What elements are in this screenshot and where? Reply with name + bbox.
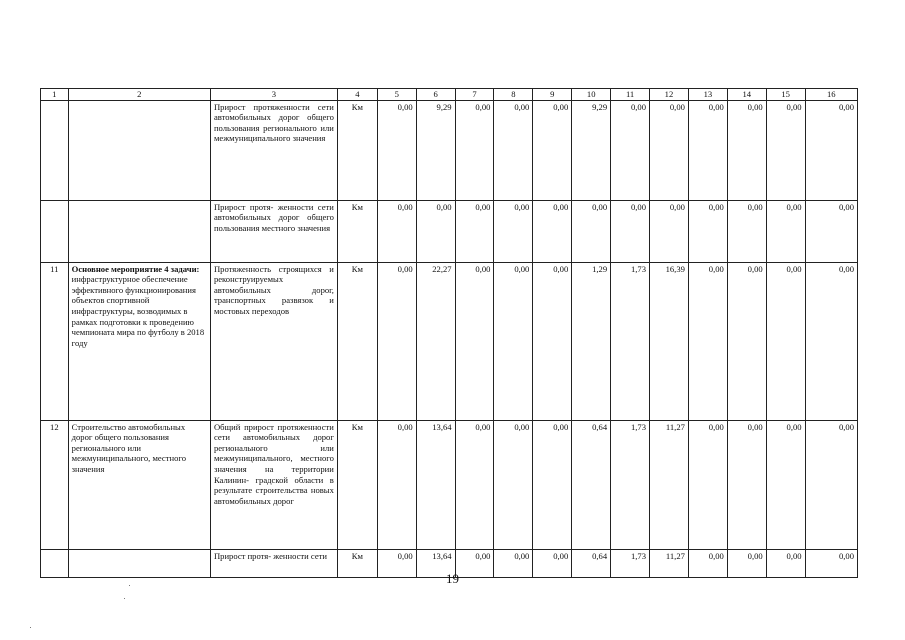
table-header-row [41,89,858,101]
column-header-6: 6 [416,89,455,101]
value-cell: 0,00 [533,262,572,420]
row-number-cell [41,200,69,262]
value-cell: 22,27 [416,262,455,420]
value-cell: 0,00 [766,200,805,262]
value-cell: 16,39 [650,262,689,420]
unit-cell: Км [337,200,377,262]
value-cell: 0,00 [805,549,857,577]
measure-cell [68,420,210,549]
column-header-12: 12 [650,89,689,101]
column-header-3: 3 [210,89,337,101]
measure-cell [68,100,210,200]
value-cell: 0,00 [494,262,533,420]
value-cell: 0,00 [727,100,766,200]
row-number-cell: 11 [41,262,69,420]
value-cell: 0,00 [688,200,727,262]
value-cell: 11,27 [650,420,689,549]
value-cell: 1,73 [611,262,650,420]
value-cell: 0,00 [455,549,494,577]
value-cell: 0,00 [494,100,533,200]
value-cell: 0,00 [377,420,416,549]
indicator-cell: Протяженность строящихся и реконструируемых автомобильных дорог, транспортных развязок и мостовых переходов [210,262,337,420]
value-cell: 0,00 [688,420,727,549]
value-cell: 0,00 [455,200,494,262]
value-cell: 0,00 [805,420,857,549]
column-header-13: 13 [688,89,727,101]
value-cell: 11,27 [650,549,689,577]
column-header-2: 2 [68,89,210,101]
value-cell: 0,00 [455,262,494,420]
value-cell: 0,00 [377,100,416,200]
column-header-16: 16 [805,89,857,101]
value-cell: 0,00 [416,200,455,262]
value-cell: 0,00 [766,549,805,577]
value-cell: 0,00 [727,200,766,262]
value-cell: 0,00 [688,549,727,577]
value-cell: 9,29 [572,100,611,200]
table-row [41,200,858,262]
row-number-cell [41,100,69,200]
value-cell: 0,00 [533,549,572,577]
measure-cell [68,262,210,420]
scan-speck [124,598,125,599]
column-header-15: 15 [766,89,805,101]
column-header-4: 4 [337,89,377,101]
column-header-5: 5 [377,89,416,101]
measure-text: Строительство автомобильных дорог общего пользования регионального или межмуниципального, местного значения [71,421,186,474]
value-cell: 1,29 [572,262,611,420]
value-cell: 0,00 [688,100,727,200]
table-row [41,262,858,420]
value-cell: 0,00 [494,549,533,577]
column-header-14: 14 [727,89,766,101]
value-cell: 0,64 [572,420,611,549]
value-cell: 0,00 [494,200,533,262]
value-cell: 0,00 [533,100,572,200]
value-cell: 0,64 [572,549,611,577]
value-cell: 9,29 [416,100,455,200]
value-cell: 0,00 [572,200,611,262]
scan-speck [30,627,31,628]
value-cell: 0,00 [766,262,805,420]
measure-text: инфраструктурное обеспечение эффективного функционирования объектов спортивной инфраструктуры, возводимых в рамках подготовки к проведению чемпионата мира по футболу в 2018 году [71,274,205,348]
unit-cell: Км [337,420,377,549]
value-cell: 0,00 [766,420,805,549]
value-cell: 0,00 [805,262,857,420]
value-cell: 0,00 [611,100,650,200]
column-header-8: 8 [494,89,533,101]
scan-speck [129,585,130,586]
value-cell: 0,00 [611,200,650,262]
value-cell: 0,00 [377,200,416,262]
unit-cell: Км [337,549,377,577]
value-cell: 13,64 [416,549,455,577]
value-cell: 0,00 [455,420,494,549]
value-cell: 0,00 [494,420,533,549]
value-cell: 0,00 [727,549,766,577]
value-cell: 0,00 [533,200,572,262]
value-cell: 0,00 [377,549,416,577]
row-number-cell: 12 [41,420,69,549]
value-cell: 0,00 [377,262,416,420]
unit-cell: Км [337,100,377,200]
page-number: 19 [446,571,459,586]
indicator-cell: Общий прирост протяженности сети автомобильных дорог регионального или межмуниципального, местного значения на территории Калинин- градской области в результате строительства новых автомобильных дорог [210,420,337,549]
value-cell: 0,00 [688,262,727,420]
value-cell: 0,00 [650,100,689,200]
value-cell: 0,00 [727,262,766,420]
indicator-cell: Прирост протяженности сети автомобильных дорог общего пользования регионального или межмуниципального значения [210,100,337,200]
column-header-11: 11 [611,89,650,101]
indicator-cell: Прирост протя- женности сети [210,549,337,577]
table-row [41,420,858,549]
measure-lead-text: Основное мероприятие 4 задачи: [71,263,200,274]
value-cell: 0,00 [650,200,689,262]
column-header-1: 1 [41,89,69,101]
value-cell: 0,00 [766,100,805,200]
value-cell: 1,73 [611,549,650,577]
value-cell: 0,00 [533,420,572,549]
measure-cell [68,200,210,262]
value-cell: 1,73 [611,420,650,549]
column-header-10: 10 [572,89,611,101]
indicators-table [40,88,858,578]
value-cell: 0,00 [805,200,857,262]
column-header-9: 9 [533,89,572,101]
unit-cell: Км [337,262,377,420]
value-cell: 0,00 [455,100,494,200]
table-row [41,100,858,200]
indicator-cell: Прирост протя- женности сети автомобильных дорог общего пользования местного значения [210,200,337,262]
column-header-7: 7 [455,89,494,101]
value-cell: 0,00 [727,420,766,549]
value-cell: 0,00 [805,100,857,200]
value-cell: 13,64 [416,420,455,549]
